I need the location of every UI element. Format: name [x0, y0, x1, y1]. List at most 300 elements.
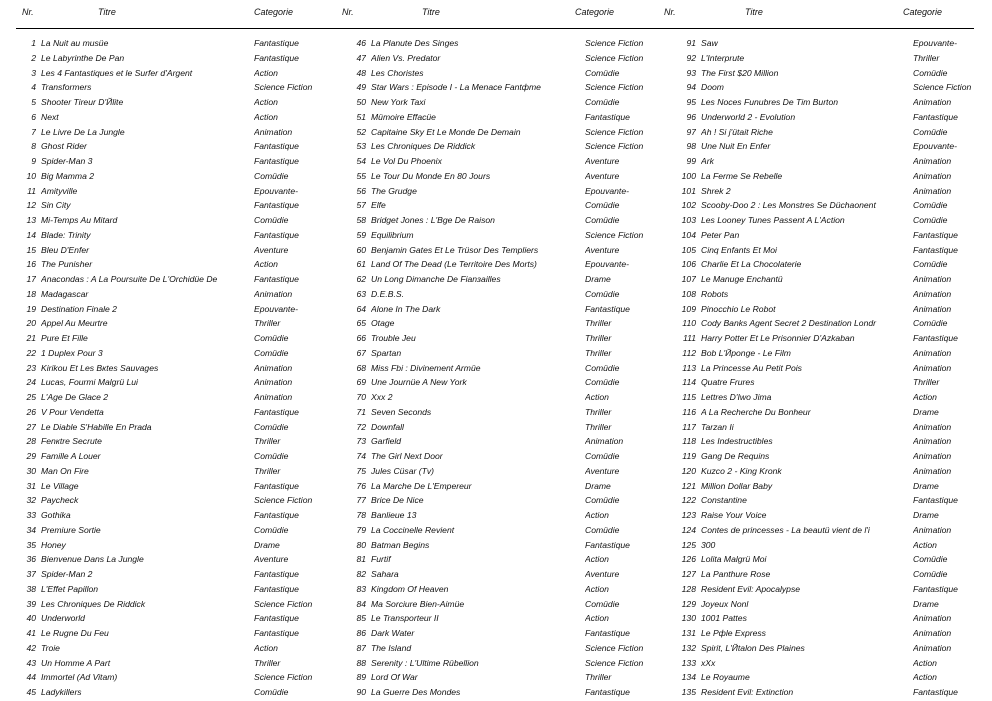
- row-titre: Lucas, Fourmi Malgrü Lui: [41, 377, 138, 388]
- row-number: 71: [356, 406, 366, 417]
- row-categorie: Action: [254, 259, 278, 270]
- row-categorie: Science Fiction: [585, 38, 644, 48]
- row-categorie: Science Fiction: [913, 82, 972, 93]
- row-categorie: Action: [913, 657, 937, 668]
- row-number: 95: [686, 97, 696, 107]
- row-categorie: Drame: [913, 598, 939, 609]
- row-number: 41: [26, 628, 36, 638]
- row-titre: Le Village: [41, 480, 79, 491]
- row-number: 39: [26, 598, 36, 609]
- row-titre: Xxx 2: [371, 392, 393, 402]
- row-number: 91: [686, 38, 696, 48]
- row-categorie: Comüdie: [913, 215, 948, 225]
- row-number: 21: [26, 333, 36, 343]
- row-number: 125: [681, 539, 696, 550]
- row-categorie: Animation: [254, 362, 293, 373]
- row-categorie: Fantastique: [585, 303, 630, 314]
- row-categorie: Action: [585, 583, 609, 594]
- row-categorie: Action: [254, 67, 278, 78]
- row-number: 123: [681, 510, 696, 520]
- row-titre: Destination Finale 2: [41, 303, 117, 314]
- row-titre: Land Of The Dead (Le Territoire Des Morts): [371, 259, 537, 270]
- row-titre: Bob L'Йponge - Le Film: [701, 347, 791, 358]
- row-titre: Les Indestructibles: [701, 436, 773, 447]
- row-categorie: Comüdie: [254, 170, 289, 181]
- row-categorie: Comüdie: [585, 200, 620, 211]
- row-categorie: Comüdie: [585, 598, 620, 609]
- row-categorie: Drame: [913, 480, 939, 491]
- row-titre: Une Nuit En Enfer: [701, 141, 771, 152]
- row-number: 87: [356, 642, 366, 653]
- row-titre: Une Journüe A New York: [371, 377, 467, 388]
- row-titre: Constantine: [701, 495, 747, 506]
- row-categorie: Comüdie: [913, 67, 948, 78]
- row-titre: Le Transporteur II: [371, 613, 439, 624]
- row-number: 3: [31, 67, 36, 78]
- row-titre: Un Long Dimanche De Fianзailles: [371, 274, 501, 284]
- row-titre: Star Wars : Episode I - La Menace Fantфme: [371, 82, 541, 93]
- row-number: 61: [356, 259, 366, 270]
- row-number: 40: [26, 613, 36, 624]
- row-categorie: Action: [913, 672, 937, 683]
- row-categorie: Fantastique: [254, 200, 299, 211]
- row-number: 37: [26, 569, 36, 579]
- row-titre: 1001 Pattes: [701, 613, 747, 624]
- row-categorie: Comüdie: [913, 318, 948, 329]
- row-number: 124: [681, 524, 696, 535]
- row-titre: Underworld: [41, 613, 85, 624]
- row-titre: Pinocchio Le Robot: [701, 303, 776, 314]
- row-titre: Brice De Nice: [371, 495, 424, 506]
- row-titre: 1 Duplex Pour 3: [41, 347, 103, 358]
- row-categorie: Epouvante-: [254, 303, 298, 314]
- row-categorie: Comüdie: [913, 569, 948, 579]
- row-titre: Les Choristes: [371, 67, 424, 78]
- row-number: 17: [26, 274, 36, 284]
- row-categorie: Action: [913, 392, 937, 402]
- row-titre: Transformers: [41, 82, 92, 93]
- row-titre: The Island: [371, 642, 412, 653]
- row-number: 27: [26, 421, 36, 432]
- row-categorie: Fantastique: [254, 52, 299, 63]
- row-number: 19: [26, 303, 36, 314]
- row-number: 111: [682, 333, 696, 343]
- row-titre: Les Chroniques De Riddick: [41, 598, 146, 609]
- header-titre: Titre: [745, 7, 763, 17]
- row-titre: xXx: [701, 657, 716, 668]
- row-number: 7: [31, 126, 36, 137]
- row-number: 28: [26, 436, 36, 447]
- row-titre: Lettres D'Iwo Jima: [701, 392, 772, 402]
- row-categorie: Animation: [913, 436, 952, 447]
- row-categorie: Fantastique: [913, 244, 958, 255]
- row-number: 126: [681, 554, 696, 565]
- row-titre: Contes de princesses - La beautü vient de l'i: [701, 524, 870, 535]
- row-categorie: Thriller: [254, 657, 281, 668]
- row-number: 51: [356, 111, 366, 122]
- row-categorie: Action: [585, 554, 609, 565]
- row-categorie: Epouvante-: [254, 185, 298, 196]
- row-titre: Underworld 2 - Evolution: [701, 111, 796, 122]
- row-categorie: Thriller: [585, 406, 612, 417]
- row-titre: Fenкtre Secrute: [41, 436, 102, 447]
- row-titre: Quatre Frures: [701, 377, 755, 388]
- row-titre: Ma Sorciure Bien-Aimüe: [371, 598, 465, 609]
- row-categorie: Thriller: [254, 465, 281, 476]
- row-categorie: Comüdie: [913, 200, 948, 211]
- row-number: 72: [356, 421, 366, 432]
- row-categorie: Fantastique: [254, 613, 299, 624]
- row-categorie: Drame: [913, 406, 939, 417]
- row-number: 102: [681, 200, 696, 211]
- row-number: 90: [356, 687, 366, 697]
- row-categorie: Animation: [913, 613, 952, 624]
- row-categorie: Drame: [585, 480, 611, 491]
- row-titre: Anacondas : A La Poursuite De L'Orchidüe De: [41, 274, 218, 284]
- row-titre: Paycheck: [41, 495, 79, 506]
- row-categorie: Fantastique: [254, 141, 299, 152]
- row-titre: Capitaine Sky Et Le Monde De Demain: [371, 126, 521, 137]
- row-number: 93: [686, 67, 696, 78]
- row-titre: Le Tour Du Monde En 80 Jours: [371, 170, 491, 181]
- row-categorie: Comüdie: [585, 97, 620, 107]
- row-titre: Miss Fbi : Divinement Armüe: [371, 362, 481, 373]
- row-titre: Next: [41, 111, 59, 122]
- row-number: 129: [681, 598, 696, 609]
- row-number: 101: [681, 185, 696, 196]
- row-categorie: Animation: [913, 362, 952, 373]
- row-titre: Harry Potter Et Le Prisonnier D'Azkaban: [701, 333, 855, 343]
- row-categorie: Comüdie: [585, 451, 620, 461]
- row-number: 13: [26, 215, 36, 225]
- row-titre: A La Recherche Du Bonheur: [701, 406, 811, 417]
- row-titre: Spartan: [371, 347, 402, 358]
- row-number: 88: [356, 657, 366, 668]
- row-categorie: Science Fiction: [585, 141, 644, 152]
- row-categorie: Animation: [913, 303, 952, 314]
- row-titre: Ark: [701, 156, 714, 166]
- row-categorie: Science Fiction: [254, 672, 313, 683]
- row-titre: Spider-Man 2: [41, 569, 93, 579]
- row-categorie: Animation: [254, 126, 293, 137]
- row-number: 10: [26, 170, 36, 181]
- row-number: 127: [681, 569, 696, 579]
- row-number: 73: [356, 436, 366, 447]
- row-number: 49: [356, 82, 366, 93]
- row-titre: Ladykillers: [41, 687, 82, 697]
- row-number: 106: [681, 259, 696, 270]
- row-titre: Spirit, L'Йtalon Des Plaines: [701, 642, 805, 653]
- row-number: 74: [356, 451, 366, 461]
- row-categorie: Science Fiction: [254, 82, 313, 93]
- row-titre: L'Interprute: [701, 52, 745, 63]
- row-titre: Le Labyrinthe De Pan: [41, 52, 125, 63]
- row-number: 16: [26, 259, 36, 270]
- row-number: 63: [356, 288, 366, 299]
- row-categorie: Comüdie: [585, 67, 620, 78]
- row-number: 11: [27, 185, 36, 196]
- row-titre: Bridget Jones : L'Вge De Raison: [371, 215, 495, 225]
- row-categorie: Action: [254, 97, 278, 107]
- row-titre: Amityville: [41, 185, 78, 196]
- row-number: 133: [681, 657, 696, 668]
- row-number: 14: [26, 229, 36, 240]
- row-number: 132: [681, 642, 696, 653]
- row-number: 23: [26, 362, 36, 373]
- row-titre: La Marche De L'Empereur: [371, 480, 472, 491]
- row-number: 82: [356, 569, 366, 579]
- row-categorie: Thriller: [585, 333, 612, 343]
- row-categorie: Epouvante-: [913, 38, 957, 48]
- row-titre: Peter Pan: [701, 229, 740, 240]
- row-categorie: Science Fiction: [585, 657, 644, 668]
- row-titre: La Princesse Au Petit Pois: [701, 362, 802, 373]
- row-number: 26: [26, 406, 36, 417]
- row-titre: V Pour Vendetta: [41, 406, 104, 417]
- row-categorie: Animation: [913, 642, 952, 653]
- row-titre: Les 4 Fantastiques et le Surfer d'Argent: [41, 67, 193, 78]
- row-titre: Gang De Requins: [701, 451, 770, 461]
- row-categorie: Fantastique: [254, 510, 299, 520]
- row-categorie: Comüdie: [585, 524, 620, 535]
- row-number: 52: [356, 126, 366, 137]
- row-number: 107: [681, 274, 696, 284]
- row-number: 65: [356, 318, 366, 329]
- row-titre: Le Livre De La Jungle: [41, 126, 125, 137]
- row-categorie: Comüdie: [913, 126, 948, 137]
- row-categorie: Thriller: [913, 52, 940, 63]
- row-titre: The First $20 Million: [701, 67, 779, 78]
- row-number: 48: [356, 67, 366, 78]
- row-number: 97: [686, 126, 696, 137]
- row-titre: The Grudge: [371, 185, 417, 196]
- row-number: 55: [356, 170, 366, 181]
- row-number: 121: [681, 480, 696, 491]
- row-number: 130: [681, 613, 696, 624]
- row-titre: Equilibrium: [371, 229, 414, 240]
- row-titre: Furtif: [371, 554, 391, 565]
- row-number: 105: [681, 244, 696, 255]
- row-number: 25: [26, 392, 36, 402]
- row-titre: La Nuit au musüe: [41, 38, 109, 48]
- header-nr: Nr.: [342, 7, 354, 17]
- row-categorie: Science Fiction: [585, 642, 644, 653]
- row-categorie: Thriller: [254, 436, 281, 447]
- table-header: [0, 7, 992, 21]
- row-categorie: Science Fiction: [254, 598, 313, 609]
- row-number: 45: [26, 687, 36, 697]
- row-titre: La Planute Des Singes: [371, 38, 459, 48]
- row-categorie: Animation: [913, 347, 952, 358]
- row-number: 100: [681, 170, 696, 181]
- row-number: 118: [682, 436, 696, 447]
- row-number: 78: [356, 510, 366, 520]
- row-categorie: Fantastique: [585, 539, 630, 550]
- header-categorie: Categorie: [575, 7, 615, 17]
- row-number: 128: [681, 583, 696, 594]
- row-categorie: Fantastique: [585, 687, 630, 697]
- row-categorie: Comüdie: [254, 451, 289, 461]
- row-categorie: Animation: [913, 421, 952, 432]
- row-number: 47: [356, 52, 366, 63]
- row-categorie: Comüdie: [585, 362, 620, 373]
- row-titre: Cody Banks Agent Secret 2 Destination Londr: [701, 318, 877, 329]
- row-number: 29: [26, 451, 36, 461]
- row-number: 4: [31, 82, 36, 93]
- row-categorie: Animation: [913, 274, 952, 284]
- row-number: 60: [356, 244, 366, 255]
- row-titre: Immortel (Ad Vitam): [41, 672, 118, 683]
- row-titre: 300: [701, 539, 716, 550]
- row-number: 56: [356, 185, 366, 196]
- row-titre: Serenity : L'Ultime Rübellion: [371, 657, 479, 668]
- row-categorie: Comüdie: [254, 333, 289, 343]
- row-categorie: Aventure: [585, 244, 620, 255]
- row-categorie: Animation: [913, 156, 952, 166]
- row-titre: Pure Et Fille: [41, 333, 88, 343]
- row-number: 79: [356, 524, 366, 535]
- row-number: 113: [682, 362, 696, 373]
- row-categorie: Fantastique: [254, 480, 299, 491]
- row-number: 24: [26, 377, 36, 388]
- row-categorie: Comüdie: [913, 259, 948, 270]
- row-titre: Sahara: [371, 569, 399, 579]
- row-categorie: Comüdie: [254, 347, 289, 358]
- row-categorie: Fantastique: [254, 628, 299, 638]
- row-categorie: Science Fiction: [585, 82, 644, 93]
- row-categorie: Animation: [913, 628, 952, 638]
- row-number: 110: [682, 318, 696, 329]
- row-titre: Les Chroniques De Riddick: [371, 141, 476, 152]
- row-categorie: Fantastique: [913, 687, 958, 697]
- row-categorie: Comüdie: [254, 215, 289, 225]
- row-categorie: Animation: [913, 288, 952, 299]
- row-number: 43: [26, 657, 36, 668]
- row-titre: Cinq Enfants Et Moi: [701, 244, 777, 255]
- row-number: 36: [26, 554, 36, 565]
- row-number: 50: [356, 97, 366, 107]
- row-categorie: Action: [254, 642, 278, 653]
- row-titre: Dark Water: [371, 628, 415, 638]
- row-titre: La Panthure Rose: [701, 569, 771, 579]
- row-categorie: Comüdie: [254, 421, 289, 432]
- row-categorie: Aventure: [585, 465, 620, 476]
- row-categorie: Aventure: [254, 554, 289, 565]
- row-categorie: Comüdie: [913, 554, 948, 565]
- row-categorie: Fantastique: [254, 156, 299, 166]
- header-titre: Titre: [422, 7, 440, 17]
- row-number: 131: [681, 628, 696, 638]
- row-titre: Garfield: [371, 436, 402, 447]
- row-number: 62: [356, 274, 366, 284]
- row-categorie: Comüdie: [254, 687, 289, 697]
- row-titre: Doom: [701, 82, 724, 93]
- row-number: 9: [31, 156, 36, 166]
- row-titre: La Guerre Des Mondes: [371, 687, 461, 697]
- row-categorie: Aventure: [585, 569, 620, 579]
- row-number: 46: [356, 38, 366, 48]
- row-titre: Kingdom Of Heaven: [371, 583, 449, 594]
- row-categorie: Fantastique: [254, 583, 299, 594]
- row-number: 112: [682, 347, 696, 358]
- row-number: 103: [681, 215, 696, 225]
- row-titre: Benjamin Gates Et Le Trüsor Des Templiers: [371, 244, 539, 255]
- row-number: 89: [356, 672, 366, 683]
- row-categorie: Thriller: [585, 672, 612, 683]
- row-titre: Alien Vs. Predator: [371, 52, 441, 63]
- row-titre: Banlieue 13: [371, 510, 417, 520]
- row-categorie: Animation: [254, 288, 293, 299]
- row-titre: Blade: Trinity: [41, 229, 91, 240]
- row-titre: Le Royaume: [701, 672, 750, 683]
- row-number: 42: [26, 642, 36, 653]
- row-titre: Elfe: [371, 200, 386, 211]
- row-categorie: Thriller: [585, 421, 612, 432]
- row-titre: Mi-Temps Au Mitard: [41, 215, 118, 225]
- row-categorie: Animation: [913, 97, 952, 107]
- row-number: 53: [356, 141, 366, 152]
- row-number: 109: [681, 303, 696, 314]
- row-titre: New York Taxi: [371, 97, 426, 107]
- row-titre: Resident Evil: Extinction: [701, 687, 794, 697]
- row-categorie: Fantastique: [913, 111, 958, 122]
- row-titre: Man On Fire: [41, 465, 89, 476]
- row-categorie: Drame: [254, 539, 280, 550]
- row-categorie: Fantastique: [254, 38, 299, 48]
- row-number: 31: [26, 480, 36, 491]
- row-number: 76: [356, 480, 366, 491]
- row-number: 57: [356, 200, 366, 211]
- row-categorie: Animation: [585, 436, 624, 447]
- row-titre: Madagascar: [41, 288, 89, 299]
- row-number: 108: [681, 288, 696, 299]
- row-number: 104: [681, 229, 696, 240]
- header-divider: [16, 28, 974, 29]
- row-number: 66: [356, 333, 366, 343]
- row-categorie: Animation: [913, 465, 952, 476]
- row-number: 44: [26, 672, 36, 683]
- row-titre: Tarzan Ii: [701, 421, 734, 432]
- row-categorie: Aventure: [585, 156, 620, 166]
- row-number: 30: [26, 465, 36, 476]
- row-titre: Les Noces Funubres De Tim Burton: [701, 97, 839, 107]
- row-titre: Scooby-Doo 2 : Les Monstres Se Düchaonent: [701, 200, 876, 211]
- header-nr: Nr.: [22, 7, 34, 17]
- row-titre: Le Vol Du Phoenix: [371, 156, 442, 166]
- row-number: 96: [686, 111, 696, 122]
- row-titre: D.E.B.S.: [371, 288, 404, 299]
- row-titre: Spider-Man 3: [41, 156, 93, 166]
- row-categorie: Animation: [254, 392, 293, 402]
- row-categorie: Epouvante-: [585, 259, 629, 270]
- row-categorie: Drame: [913, 510, 939, 520]
- row-titre: Alone In The Dark: [371, 303, 441, 314]
- row-number: 1: [31, 38, 36, 48]
- row-titre: Jules Cüsar (Tv): [371, 465, 435, 476]
- row-categorie: Aventure: [585, 170, 620, 181]
- row-number: 15: [26, 244, 36, 255]
- row-number: 35: [26, 539, 36, 550]
- row-number: 54: [356, 156, 366, 166]
- row-categorie: Fantastique: [254, 569, 299, 579]
- row-categorie: Animation: [913, 451, 952, 461]
- row-categorie: Comüdie: [585, 215, 620, 225]
- row-categorie: Fantastique: [913, 229, 958, 240]
- row-categorie: Science Fiction: [254, 495, 313, 506]
- row-titre: Batman Begins: [371, 539, 430, 550]
- row-number: 122: [681, 495, 696, 506]
- row-categorie: Science Fiction: [585, 126, 644, 137]
